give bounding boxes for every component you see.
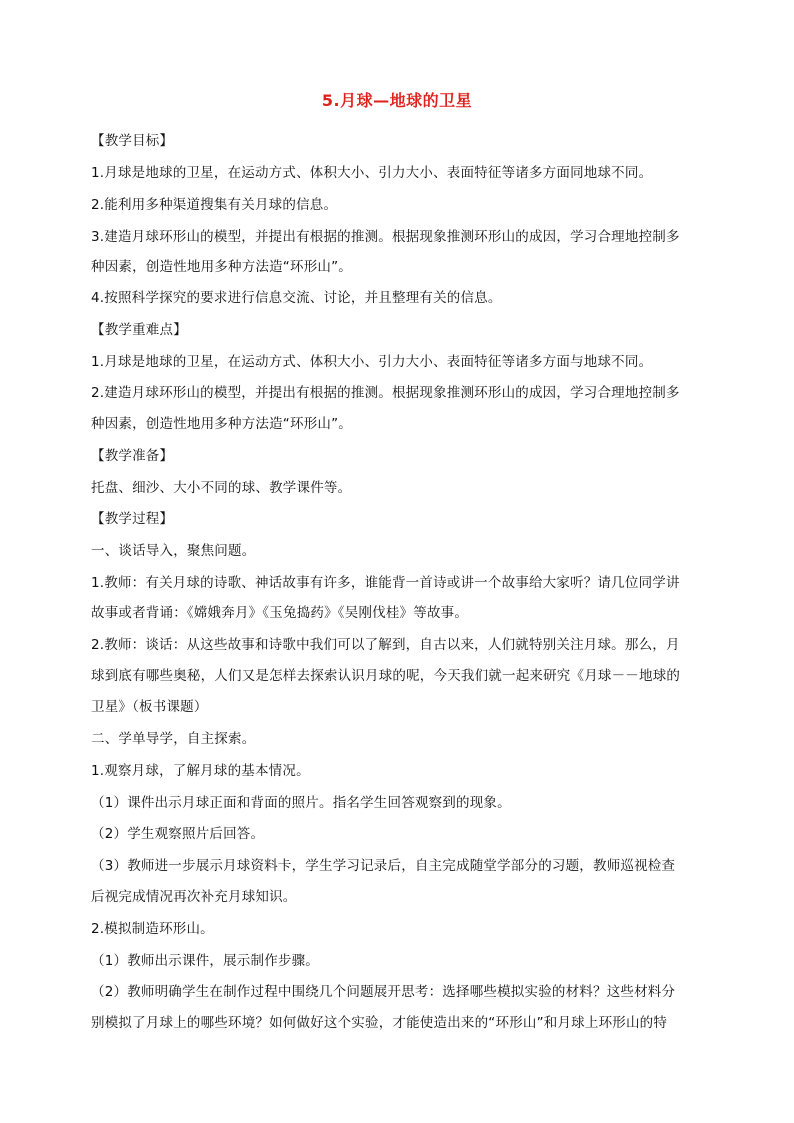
- paragraph-line: 卫星》（板书课题）: [91, 699, 208, 715]
- paragraph-line: 后视完成情况再次补充月球知识。: [91, 889, 297, 905]
- paragraph-line: （1）教师出示课件，展示制作步骤。: [91, 953, 319, 969]
- paragraph-line: 2.模拟制造环形山。: [91, 921, 214, 937]
- paragraph-line: （3）教师进一步展示月球资料卡，学生学习记录后，自主完成随堂学部分的习题，教师巡视检查: [91, 858, 676, 874]
- paragraph-line: 种因素，创造性地用多种方法造“环形山”。: [91, 259, 352, 275]
- paragraph-line: 2.能利用多种渠道搜集有关月球的信息。: [91, 197, 338, 213]
- paragraph-line: 二、学单导学，自主探索。: [91, 731, 256, 747]
- paragraph-line: 球到底有哪些奥秘，人们又是怎样去探索认识月球的呢，今天我们就一起来研究《月球－－地球的: [91, 668, 681, 684]
- heading-key-points: 【教学重难点】: [91, 322, 187, 338]
- paragraph-line: 种因素，创造性地用多种方法造“环形山”。: [91, 416, 352, 432]
- paragraph-line: 一、谈话导入，聚焦问题。: [91, 543, 256, 559]
- paragraph-line: 1.观察月球，了解月球的基本情况。: [91, 763, 310, 779]
- paragraph-line: （2）教师明确学生在制作过程中围绕几个问题展开思考：选择哪些模拟实验的材料？这些材料分: [91, 984, 676, 1000]
- paragraph-line: 故事或者背诵：《嫦娥奔月》《玉兔捣药》《吴刚伐桂》等故事。: [91, 605, 469, 621]
- paragraph-line: 托盘、细沙、大小不同的球、教学课件等。: [91, 480, 352, 496]
- paragraph-line: （2）学生观察照片后回答。: [91, 826, 265, 842]
- heading-teaching-process: 【教学过程】: [91, 511, 174, 527]
- paragraph-line: 3.建造月球环形山的模型，并提出有根据的推测。根据现象推测环形山的成因，学习合理地控制多: [91, 229, 680, 245]
- paragraph-line: 2.教师：谈话：从这些故事和诗歌中我们可以了解到，自古以来，人们就特别关注月球。那么，月: [91, 637, 680, 653]
- paragraph-line: 别模拟了月球上的哪些环境？如何做好这个实验，才能使造出来的“环形山”和月球上环形山的特: [91, 1015, 668, 1031]
- document-title: 5.月球—地球的卫星: [321, 91, 473, 110]
- paragraph-line: 1.月球是地球的卫星，在运动方式、体积大小、引力大小、表面特征等诸多方面与地球不同。: [91, 354, 653, 370]
- paragraph-line: 1.月球是地球的卫星，在运动方式、体积大小、引力大小、表面特征等诸多方面同地球不同。: [91, 165, 653, 181]
- paragraph-line: （1）课件出示月球正面和背面的照片。指名学生回答观察到的现象。: [91, 795, 511, 811]
- paragraph-line: 4.按照科学探究的要求进行信息交流、讨论，并且整理有关的信息。: [91, 290, 502, 306]
- heading-preparation: 【教学准备】: [91, 448, 174, 464]
- paragraph-line: 2.建造月球环形山的模型，并提出有根据的推测。根据现象推测环形山的成因，学习合理地控制多: [91, 385, 680, 401]
- heading-teaching-objectives: 【教学目标】: [91, 133, 174, 149]
- paragraph-line: 1.教师：有关月球的诗歌、神话故事有许多，谁能背一首诗或讲一个故事给大家听？请几位同学讲: [91, 575, 680, 591]
